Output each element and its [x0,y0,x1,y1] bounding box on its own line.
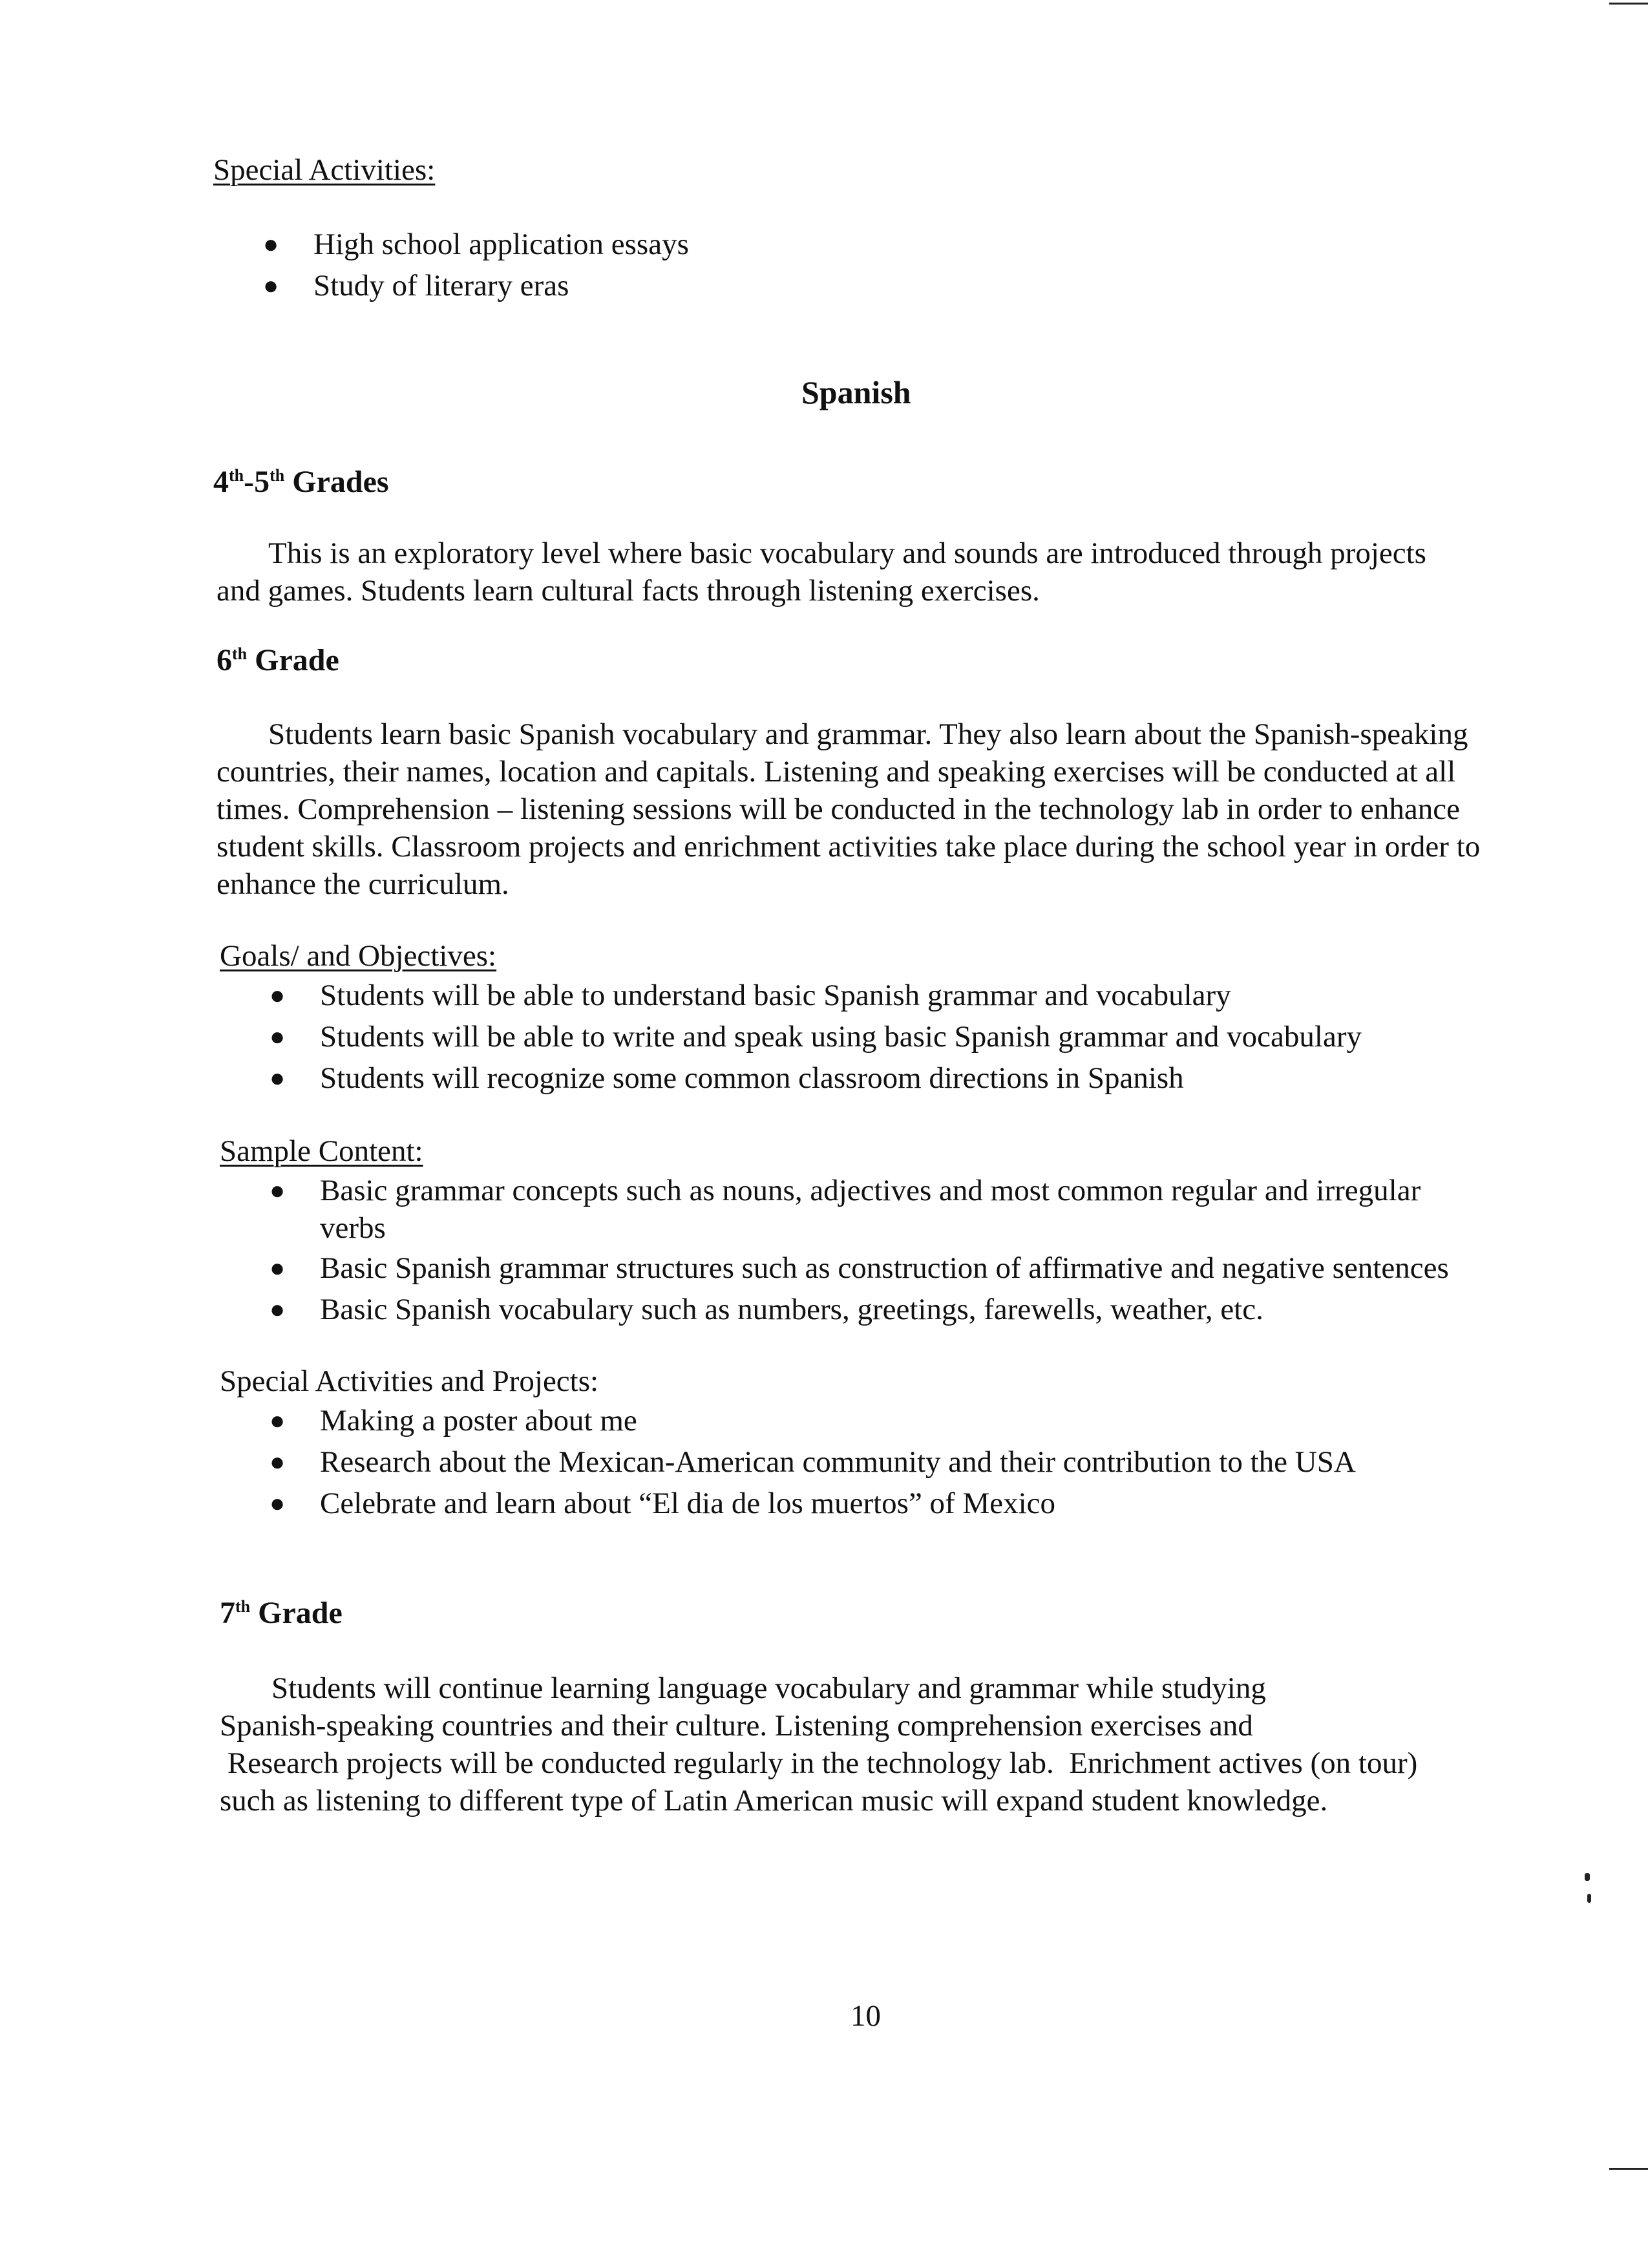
paragraph-line: Students learn basic Spanish vocabulary and grammar. They also learn about the Spanish-speaking [268,717,1468,751]
paragraph-line: such as listening to different type of Latin American music will expand student knowledge. [220,1784,1328,1818]
bullet-icon: ● [269,1295,286,1324]
list-item: ● Celebrate and learn about “El dia de los muertos” of Mexico [320,1484,1055,1523]
list-item: ● Research about the Mexican-American community and their contribution to the USA [320,1443,1356,1481]
grades-4-5-heading: 4th-5th Grades [213,465,389,499]
bullet-icon: ● [269,1447,286,1476]
bullet-icon: ● [269,1022,286,1051]
list-item: ● High school application essays [313,225,689,264]
grade-7-heading: 7th Grade [220,1596,343,1630]
list-item: ● Basic grammar concepts such as nouns, adjectives and most common regular and irregular [320,1171,1421,1210]
list-item: ● Making a poster about me [320,1401,637,1440]
list-item: ● Students will be able to understand basic Spanish grammar and vocabulary [320,976,1231,1015]
bullet-icon: ● [263,271,279,300]
section-title: Spanish [801,374,911,410]
list-item: ● Study of literary eras [313,266,569,305]
scan-speck-mark [1587,1894,1591,1903]
page-number: 10 [850,1999,881,2033]
list-item: ● Basic Spanish grammar structures such as construction of affirmative and negative sentences [320,1249,1449,1288]
paragraph-line: Spanish-speaking countries and their culture. Listening comprehension exercises and [220,1709,1253,1743]
special-activities-heading: Special Activities: [213,153,436,187]
list-item: ● Students will be able to write and speak using basic Spanish grammar and vocabulary [320,1017,1362,1056]
paragraph-line: countries, their names, location and capitals. Listening and speaking exercises will be conducted at all [217,755,1456,789]
paragraph-line: student skills. Classroom projects and enrichment activities take place during the school year in order to [217,830,1481,864]
bullet-icon: ● [269,980,286,1010]
special-activities-projects-heading: Special Activities and Projects: [220,1364,599,1398]
paragraph-line: This is an exploratory level where basic vocabulary and sounds are introduced through projects [268,536,1426,570]
list-item: ● Basic Spanish vocabulary such as numbers, greetings, farewells, weather, etc. [320,1290,1263,1329]
paragraph-line: enhance the curriculum. [217,867,509,901]
list-item: ● Students will recognize some common classroom directions in Spanish [320,1059,1184,1097]
paragraph-line: Research projects will be conducted regularly in the technology lab. Enrichment actives (on tour) [220,1746,1418,1780]
sample-content-heading: Sample Content: [220,1134,423,1168]
paragraph-line: Students will continue learning language vocabulary and grammar while studying [271,1671,1266,1705]
paragraph-line: times. Comprehension – listening sessions will be conducted in the technology lab in order to enhance [217,792,1460,826]
bullet-icon: ● [263,229,279,259]
scan-edge-mark [1609,3,1648,5]
grade-6-heading: 6th Grade [217,643,339,677]
paragraph-line: and games. Students learn cultural facts through listening exercises. [217,574,1040,608]
scan-speck-mark [1585,1873,1590,1881]
bullet-icon: ● [269,1063,286,1092]
bullet-icon: ● [269,1176,286,1205]
bullet-icon: ● [269,1406,286,1435]
bullet-icon: ● [269,1253,286,1282]
bullet-icon: ● [269,1489,286,1518]
goals-heading: Goals/ and Objectives: [220,939,497,973]
scan-edge-mark [1609,2168,1648,2170]
list-item-continuation: verbs [320,1211,386,1245]
